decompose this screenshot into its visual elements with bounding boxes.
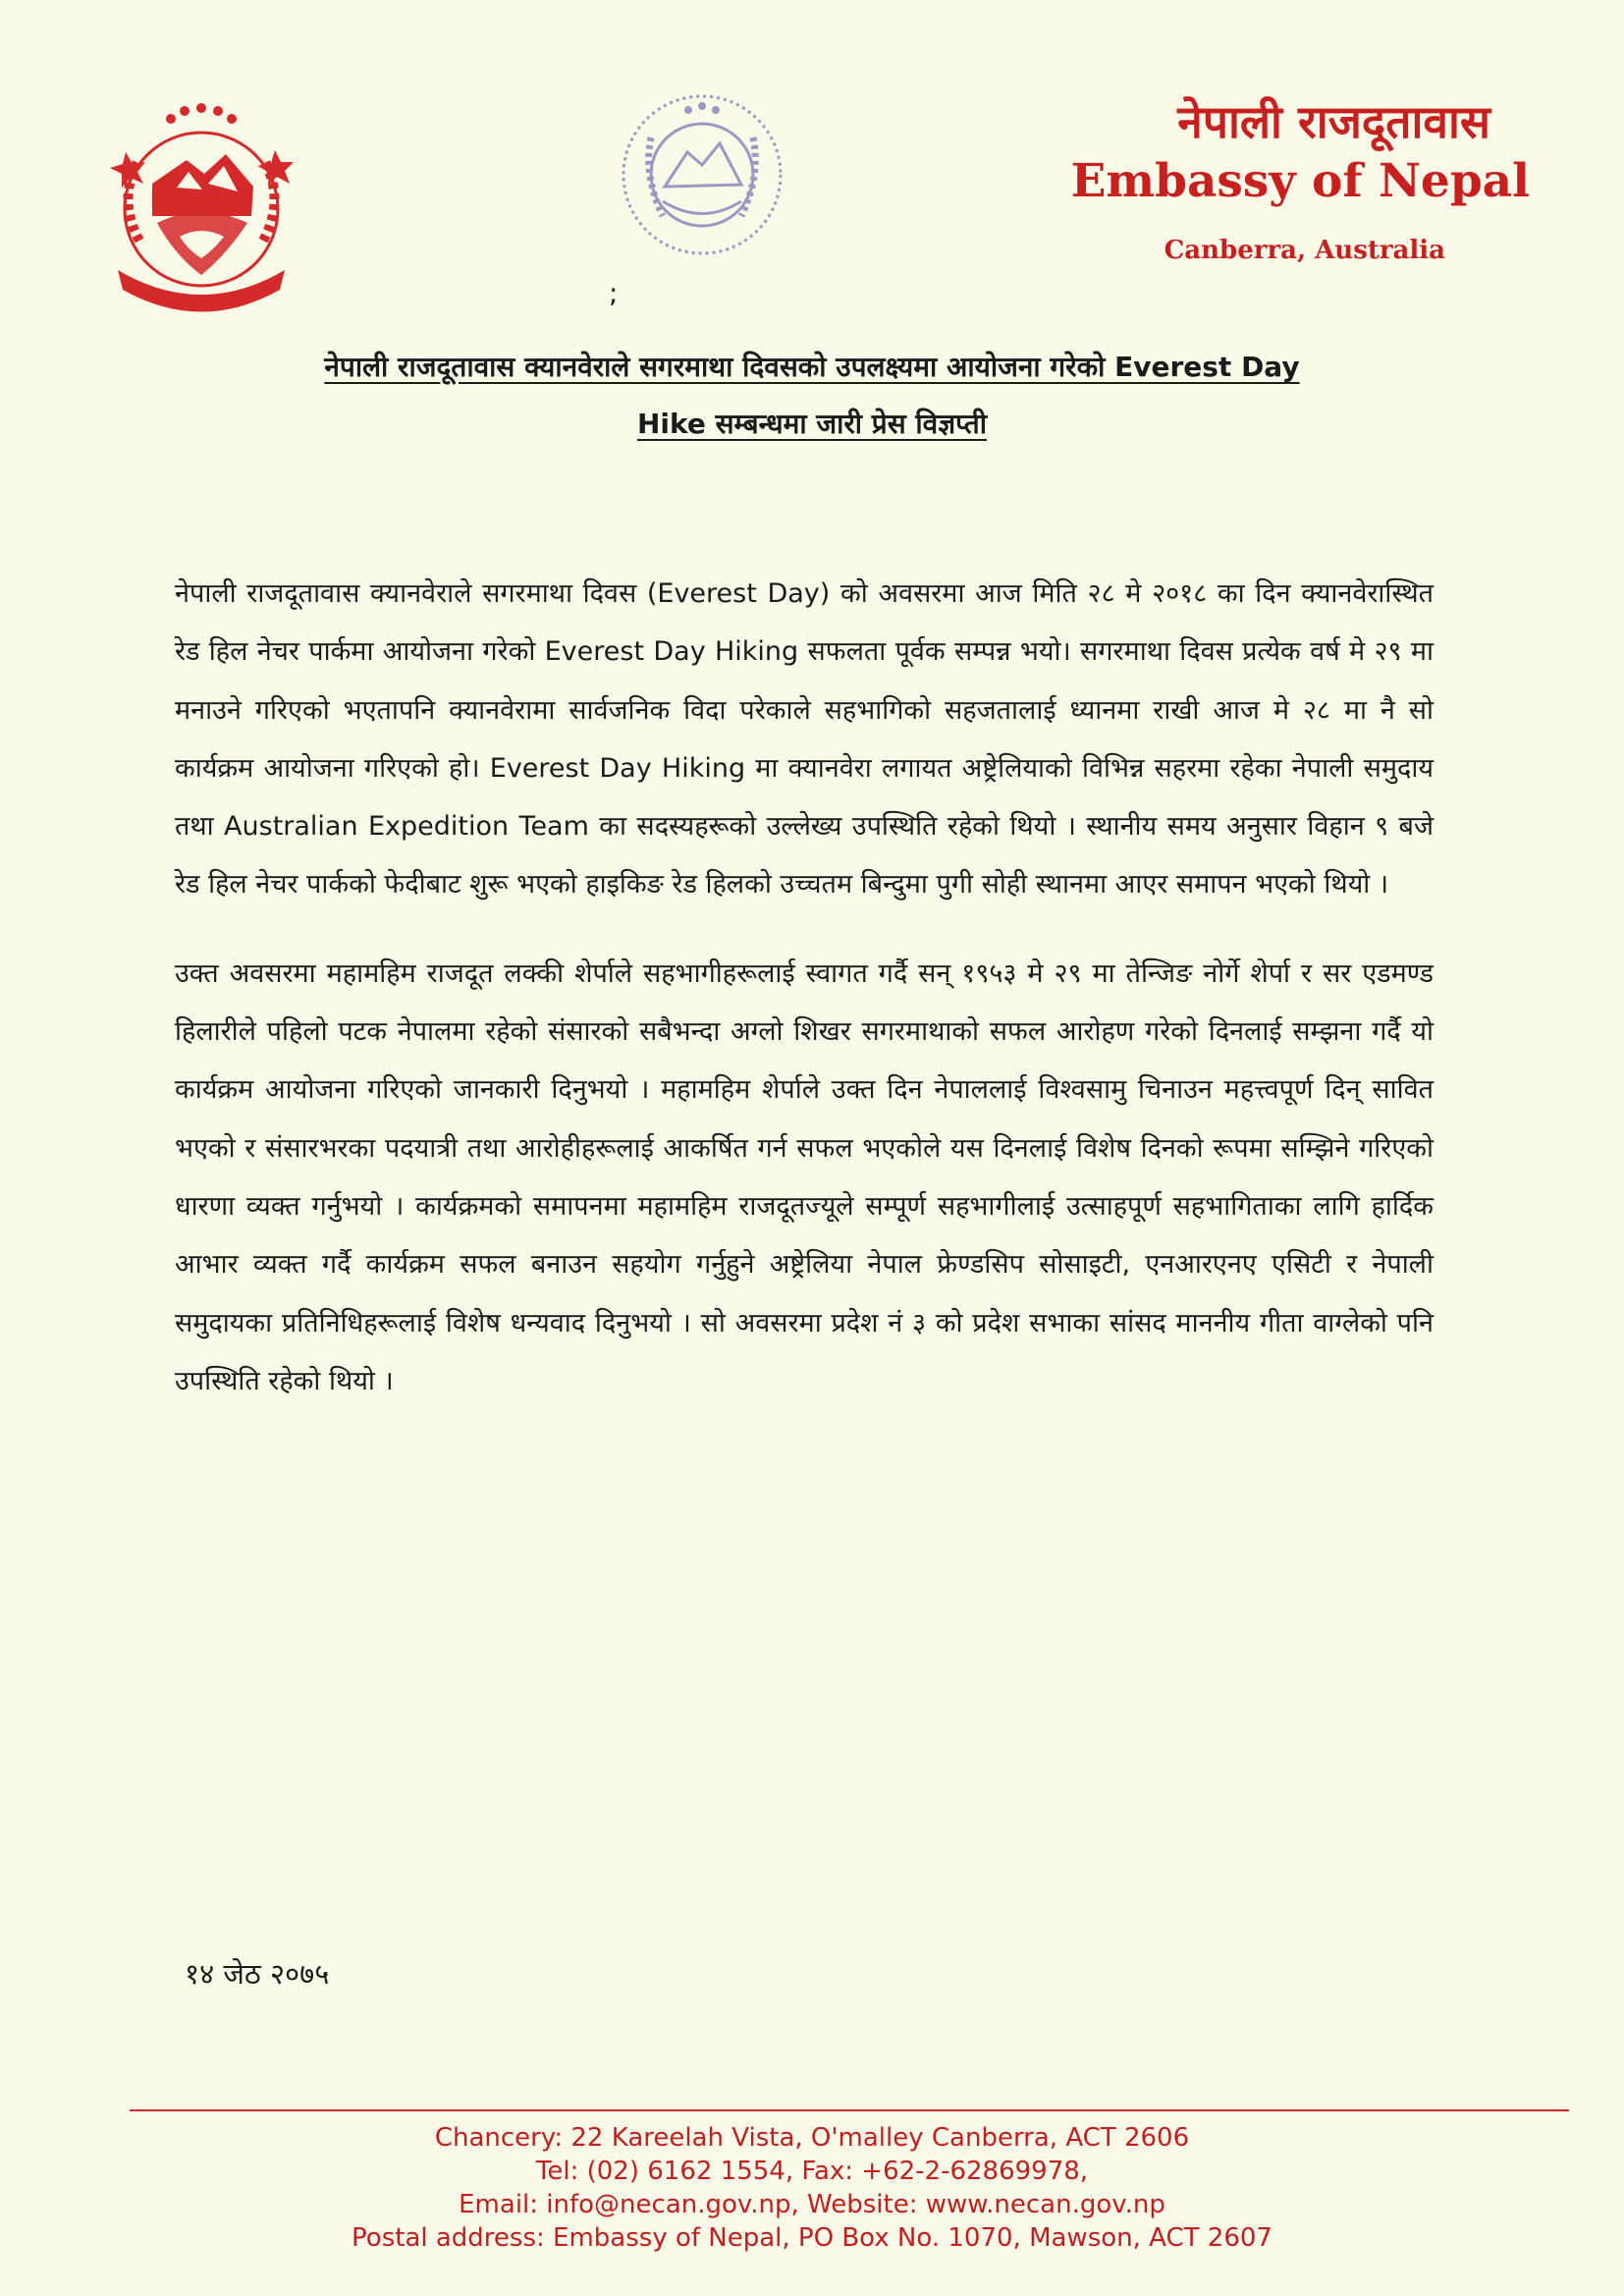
paragraph-2: उक्त अवसरमा महामहिम राजदूत लक्की शेर्पाले सहभागीहरूलाई स्वागत गर्दै सन् १९५३ मे २९ मा तेन्जिङ नोर्गे शेर्पा र सर एडमण्ड हिलारीले पहिलो पटक नेपालमा रहेको संसारको सबैभन्दा अग्लो शिखर सगरमाथाको सफल आरोहण गरेको दिनलाई सम्झना गर्दै यो कार्यक्रम आयोजना गरिएको जानकारी दिनुभयो । महामहिम शेर्पाले उक्त दिन नेपाललाई विश्वसामु चिनाउन महत्त्वपूर्ण दिन् सावित भएको र संसारभरका पदयात्री तथा आरोहीहरूलाई आकर्षित गर्न सफल भएकोले यस दिनलाई विशेष दिनको रूपमा सम्झिने गरिएको धारणा व्यक्त गर्नुभयो । कार्यक्रमको समापनमा महामहिम राजदूतज्यूले सम्पूर्ण सहभागीलाई उत्साहपूर्ण सहभागिताका लागि हार्दिक आभार व्यक्त गर्दै कार्यक्रम सफल बनाउन सहयोग गर्नुहुने अष्ट्रेलिया नेपाल फ्रेण्डसिप सोसाइटी, एनआरएनए एसिटी र नेपाली समुदायका प्रतिनिधिहरूलाई विशेष धन्यवाद दिनुभयो । सो अवसरमा प्रदेश नं ३ को प्रदेश सभाका सांसद माननीय गीता वाग्लेको पनि उपस्थिति रहेको थियो ।	[175, 957, 1435, 1396]
title-line-2: Hike सम्बन्धमा जारी प्रेस विज्ञप्ती	[636, 408, 988, 440]
title-line-1: नेपाली राजदूतावास क्यानवेराले सगरमाथा दिवसको उपलक्ष्यमा आयोजना गरेको Everest Day	[324, 351, 1300, 383]
footer-contact	[196, 2121, 1428, 2255]
letterhead	[980, 93, 1530, 268]
embassy-name-english: Embassy of Nepal	[1070, 154, 1530, 208]
footer-phone: Tel: (02) 6162 1554, Fax: +62-2-62869978,	[535, 2157, 1089, 2186]
paragraph-1: नेपाली राजदूतावास क्यानवेराले सगरमाथा दिवस (Everest Day) को अवसरमा आज मिति २८ मे २०१८ का दिन क्यानवेरास्थित रेड हिल नेचर पार्कमा आयोजना गरेको Everest Day Hiking सफलता पूर्वक सम्पन्न भयो। सगरमाथा दिवस प्रत्येक वर्ष मे २९ मा मनाउने गरिएको भएतापनि क्यानवेरामा सार्वजनिक विदा परेकाले सहभागिको सहजतालाई ध्यानमा राखी आज मे २८ मा नै सो कार्यक्रम आयोजना गरिएको हो। Everest Day Hiking मा क्यानवेरा लगायत अष्ट्रेलियाको विभिन्न सहरमा रहेका नेपाली समुदाय तथा Australian Expedition Team का सदस्यहरूको उल्लेख्य उपस्थिति रहेको थियो । स्थानीय समय अनुसार विहान ९ बजे रेड हिल नेचर पार्कको फेदीबाट शुरू भएको हाइकिङ रेड हिलको उच्चतम बिन्दुमा पुगी सोही स्थानमा आएर समापन भएको थियो ।	[175, 578, 1434, 901]
nepal-emblem-icon	[79, 93, 324, 329]
press-release-body	[175, 565, 1434, 1410]
release-date: १४ जेठ २०७५	[185, 1957, 330, 1991]
footer-email-website: Email: info@necan.gov.np, Website: www.necan.gov.np	[459, 2190, 1165, 2219]
embassy-seal-stamp-icon	[604, 79, 800, 285]
footer-postal-address: Postal address: Embassy of Nepal, PO Box No. 1070, Mawson, ACT 2607	[352, 2223, 1272, 2253]
embassy-city: Canberra, Australia	[1164, 236, 1445, 265]
press-release-title	[147, 339, 1477, 453]
ink-mark: ;	[609, 277, 619, 309]
footer-divider	[130, 2109, 1569, 2111]
footer-chancery: Chancery: 22 Kareelah Vista, O'malley Canberra, ACT 2606	[434, 2123, 1190, 2153]
embassy-name-nepali: नेपाली राजदूतावास	[1177, 95, 1490, 148]
